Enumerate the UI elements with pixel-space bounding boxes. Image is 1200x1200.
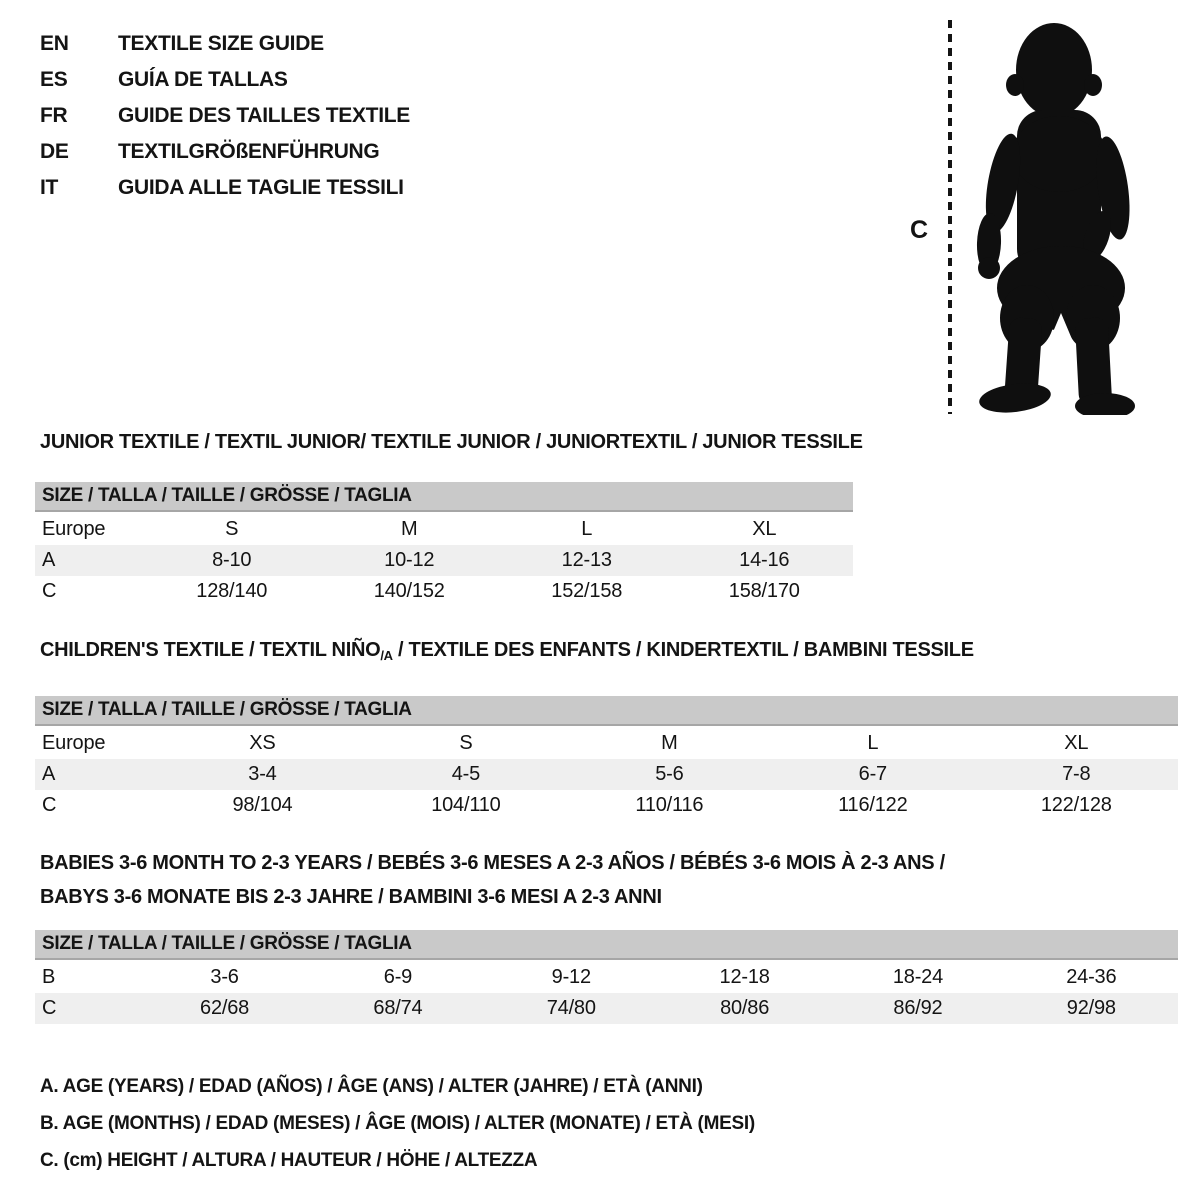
table-cell: 68/74 [373,997,423,1019]
table-cell: 62/68 [200,997,250,1019]
table-row-age [35,759,1178,790]
table-cell: 4-5 [451,763,481,785]
size-header-bar: SIZE / TALLA / TAILLE / GRÖSSE / TAGLIA [35,696,1178,726]
legend-line-a: A. AGE (YEARS) / EDAD (AÑOS) / ÂGE (ANS) / ALTER (JAHRE) / ETÀ (ANNI) [40,1076,703,1097]
language-code: FR [40,104,68,127]
row-label: A [42,549,56,571]
language-row [40,62,410,98]
table-cell: 3-4 [248,763,277,785]
table-cell: 158/170 [728,580,800,602]
junior-size-table [35,514,853,607]
row-label: C [42,794,57,816]
title-text: CHILDREN'S TEXTILE / TEXTIL NIÑO [40,639,381,661]
table-cell: M [661,732,678,754]
language-code: ES [40,68,68,91]
row-label: A [42,763,56,785]
language-label: GUIDA ALLE TAGLIE TESSILI [118,176,404,199]
measure-label-c: C [910,216,929,244]
table-cell: XL [1064,732,1089,754]
row-label: C [42,997,57,1019]
table-cell: 92/98 [1066,997,1116,1019]
section-title-line2: BABYS 3-6 MONATE BIS 2-3 JAHRE / BAMBINI 3-6 MESI A 2-3 ANNI [40,886,662,908]
table-cell: 12-18 [719,966,770,988]
language-row [40,26,410,62]
section-title [35,638,1178,668]
table-cell: M [400,518,418,540]
language-label: GUIDE DES TAILLES TEXTILE [118,104,410,127]
table-cell: 140/152 [373,580,445,602]
language-label: TEXTILE SIZE GUIDE [118,32,324,55]
table-cell: 10-12 [384,549,435,571]
section-babies-textile [35,846,1178,1024]
table-cell: 6-7 [858,763,887,785]
section-title: JUNIOR TEXTILE / TEXTIL JUNIOR/ TEXTILE JUNIOR / JUNIORTEXTIL / JUNIOR TESSILE [40,431,863,453]
table-row-age [35,545,853,576]
table-cell: 98/104 [232,794,293,816]
table-cell: 12-13 [561,549,612,571]
table-cell: 18-24 [892,966,944,988]
row-label: Europe [42,518,106,540]
table-cell: 24-36 [1066,966,1117,988]
title-subscript: /A [380,648,393,663]
table-cell: 14-16 [739,549,790,571]
table-cell: S [459,732,473,754]
height-measure-line [948,20,952,414]
table-row-height [35,993,1178,1024]
table-cell: 74/80 [546,997,596,1019]
table-cell: 6-9 [383,966,413,988]
size-header-bar: SIZE / TALLA / TAILLE / GRÖSSE / TAGLIA [35,930,1178,960]
title-text: / TEXTILE DES ENFANTS / KINDERTEXTIL / BAMBINI TESSILE [392,639,974,661]
language-header [40,26,410,206]
table-cell: 128/140 [196,580,268,602]
table-cell: 86/92 [893,997,943,1019]
legend-line-c: C. (cm) HEIGHT / ALTURA / HAUTEUR / HÖHE / ALTEZZA [40,1150,538,1171]
toddler-silhouette-icon [965,18,1137,415]
children-size-table [35,728,1178,821]
table-cell: 122/128 [1040,794,1112,816]
language-row [40,98,410,134]
table-cell: 5-6 [655,763,684,785]
table-cell: 110/116 [635,794,704,816]
row-label: B [42,966,56,988]
table-row-sizes [35,514,853,545]
table-row-sizes [35,728,1178,759]
section-title-line1: BABIES 3-6 MONTH TO 2-3 YEARS / BEBÉS 3-6 MESES A 2-3 AÑOS / BÉBÉS 3-6 MOIS À 2-3 ANS / [40,852,945,874]
table-cell: 80/86 [720,997,770,1019]
language-row [40,134,410,170]
table-cell: 116/122 [838,794,908,816]
row-label: C [42,580,57,602]
table-cell: 104/110 [431,794,501,816]
babies-size-table [35,962,1178,1024]
table-cell: L [581,518,593,540]
table-cell: 8-10 [212,549,252,571]
table-cell: XS [249,732,276,754]
row-label: Europe [42,732,106,754]
language-code: IT [40,176,59,199]
language-code: EN [40,32,69,55]
table-cell: 152/158 [551,580,623,602]
table-row-months [35,962,1178,993]
table-cell: S [225,518,239,540]
table-row-height [35,576,853,607]
table-row-height [35,790,1178,821]
section-junior-textile [35,430,863,607]
table-cell: 9-12 [551,966,591,988]
section-children-textile [35,638,1178,821]
table-cell: 3-6 [210,966,239,988]
height-figure [905,12,1160,422]
table-cell: 7-8 [1062,763,1091,785]
language-row [40,170,410,206]
table-cell: XL [752,518,777,540]
legend [40,1068,755,1179]
size-header-bar: SIZE / TALLA / TAILLE / GRÖSSE / TAGLIA [35,482,853,512]
table-cell: L [867,732,879,754]
language-label: TEXTILGRÖßENFÜHRUNG [118,140,380,163]
language-label: GUÍA DE TALLAS [118,68,288,91]
language-code: DE [40,140,69,163]
legend-line-b: B. AGE (MONTHS) / EDAD (MESES) / ÂGE (MOIS) / ALTER (MONATE) / ETÀ (MESI) [40,1113,755,1134]
